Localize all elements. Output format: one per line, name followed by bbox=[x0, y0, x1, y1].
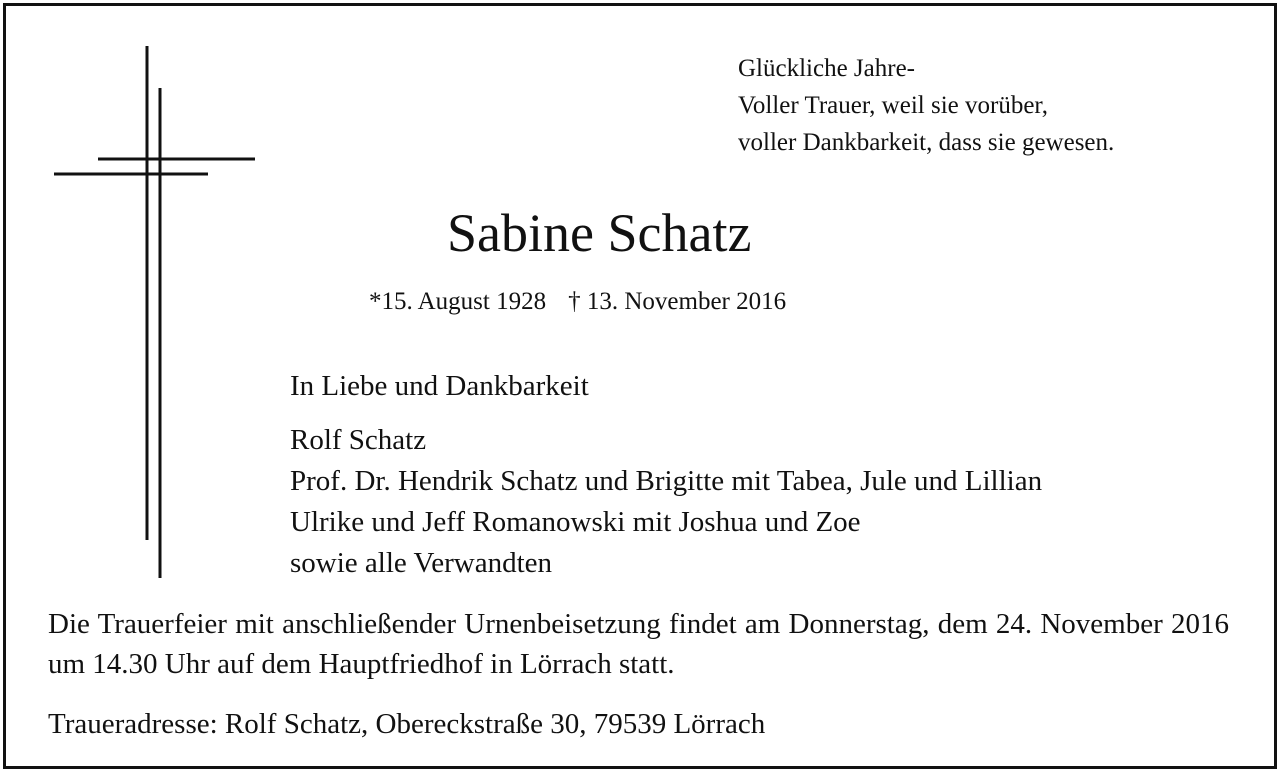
motto-verse bbox=[738, 50, 1114, 161]
mourners-list bbox=[290, 420, 1042, 584]
motto-line: Glückliche Jahre- bbox=[738, 55, 916, 82]
service-announcement: Die Trauerfeier mit anschließender Urnenbeisetzung findet am Donnerstag, dem 24. November 2016 um 14.30 Uhr auf dem Hauptfriedhof in Lörrach statt. bbox=[48, 608, 1229, 680]
deceased-name: Sabine Schatz bbox=[447, 203, 752, 263]
mourner-line: Prof. Dr. Hendrik Schatz und Brigitte mit Tabea, Jule und Lillian bbox=[290, 465, 1043, 497]
motto-line: Voller Trauer, weil sie vorüber, bbox=[738, 92, 1048, 119]
mourning-address: Traueradresse: Rolf Schatz, Obereckstraße 30, 79539 Lörrach bbox=[48, 708, 766, 740]
mourner-line: Rolf Schatz bbox=[290, 424, 427, 456]
birth-date: *15. August 1928 bbox=[369, 288, 547, 315]
mourner-line: sowie alle Verwandten bbox=[290, 547, 552, 579]
mourner-line: Ulrike und Jeff Romanowski mit Joshua und Zoe bbox=[290, 506, 861, 538]
death-date: † 13. November 2016 bbox=[568, 288, 787, 315]
mourners-block bbox=[290, 366, 1042, 584]
motto-line: voller Dankbarkeit, dass sie gewesen. bbox=[738, 129, 1115, 156]
cross-icon bbox=[52, 44, 257, 579]
life-dates bbox=[369, 285, 786, 319]
mourners-intro: In Liebe und Dankbarkeit bbox=[290, 370, 589, 402]
